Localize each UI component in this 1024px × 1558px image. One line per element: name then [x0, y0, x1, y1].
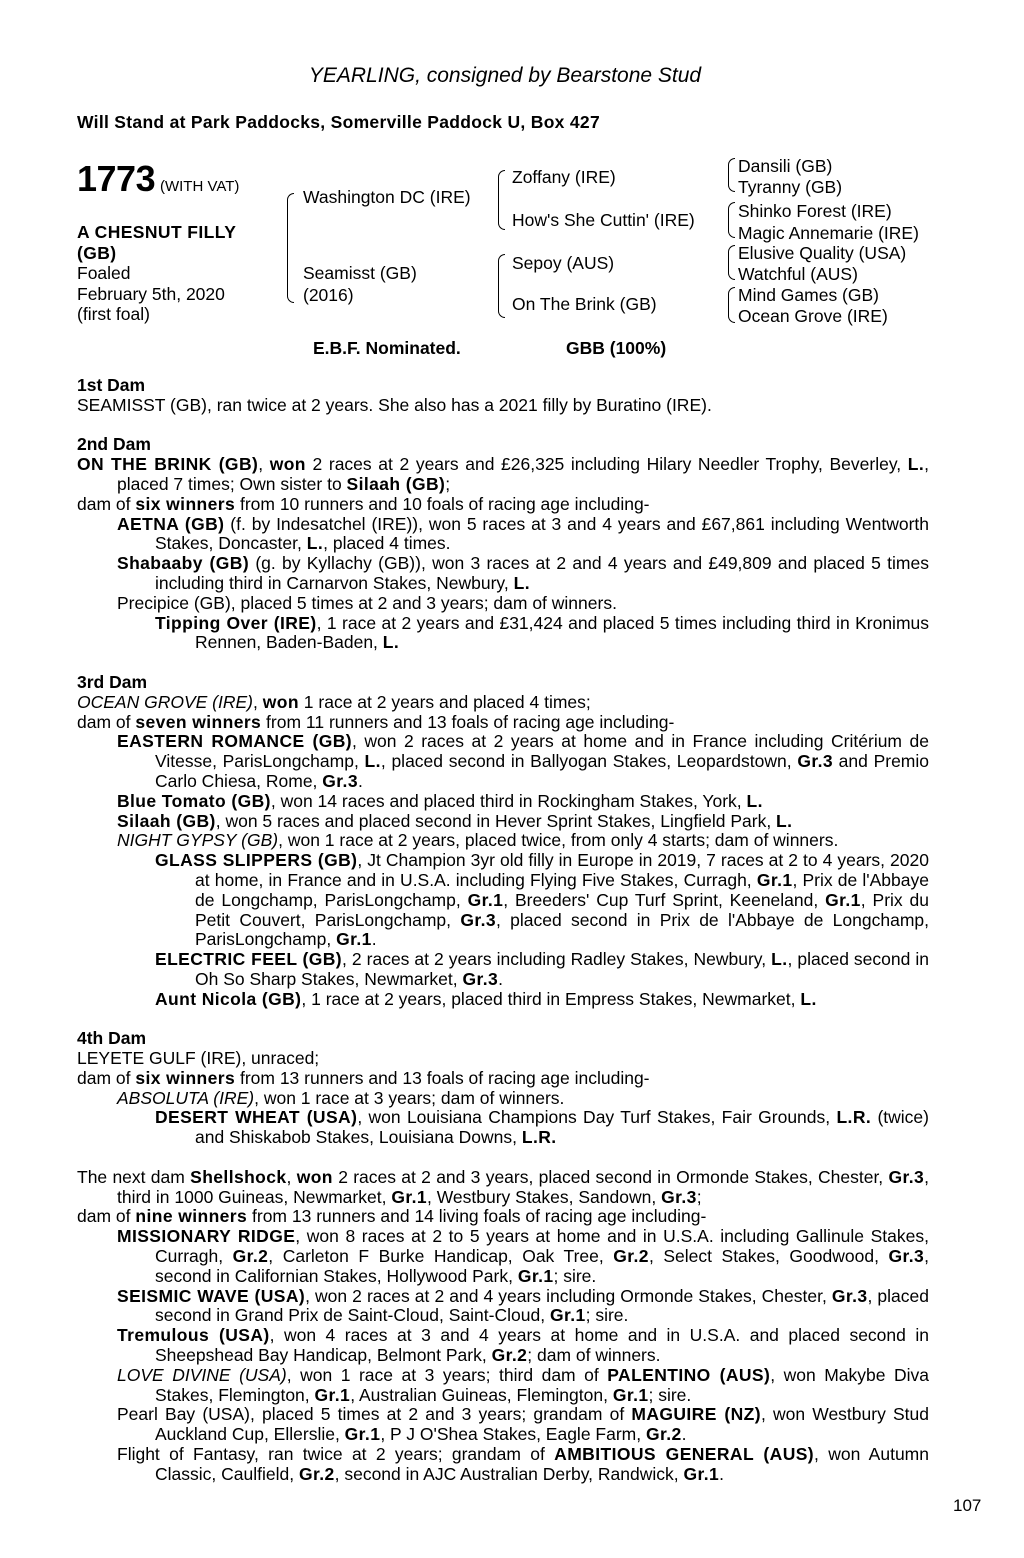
text: SEAMISST (GB), ran twice at 2 years. She also has a 2021 filly by Buratino (IRE). [77, 394, 712, 415]
text: from 11 runners and 13 foals of racing age including- [261, 711, 675, 732]
foaled-date: February 5th, 2020 [77, 283, 225, 304]
text: , won 8 races at 2 to 5 years at home and in U.S.A. including Gallinule Stakes, Curragh, [155, 1226, 929, 1267]
dam-year: (2016) [303, 285, 354, 305]
dam: Seamisst (GB) [303, 263, 417, 283]
lot-origin: (GB) [77, 242, 117, 263]
record-entry [77, 515, 929, 555]
section-heading: 2nd Dam [77, 434, 151, 455]
text: from 13 runners and 13 foals of racing age including- [235, 1067, 650, 1088]
text: Precipice (GB), placed 5 times at 2 and 3 years; dam of winners. [117, 592, 617, 613]
record-entry [77, 1049, 929, 1069]
bold-text: Gr.3 [322, 770, 358, 791]
record-entry [77, 614, 929, 654]
text: (f. by Indesatchel (IRE)), won 5 races at 3 and 4 years and £67,861 including Wentworth Stakes, Doncaster, [155, 513, 929, 554]
record-entry [77, 396, 929, 416]
text: The next dam [77, 1166, 191, 1187]
record-entry [77, 1168, 929, 1208]
bold-text: Gr.1 [336, 929, 372, 950]
text: , 2 races at 2 years including Radley Stakes, Newbury, [342, 949, 772, 970]
foal-note: (first foal) [77, 304, 150, 324]
page-title: YEARLING, consigned by Bearstone Stud [308, 64, 702, 87]
text: , won 14 races and placed third in Rockingham Stakes, York, [270, 790, 747, 811]
sire: Washington DC (IRE) [303, 187, 471, 207]
bold-text: Silaah (GB) [346, 473, 446, 494]
great-grandparent: Magic Annemarie (IRE) [738, 223, 919, 243]
text: from 13 runners and 14 living foals of racing age including- [247, 1206, 707, 1227]
italic-text: NIGHT GYPSY (GB) [117, 830, 279, 851]
text: , placed second in Prix de l'Abbaye de Longchamp, ParisLongchamp, [195, 909, 929, 950]
text: ; sire. [585, 1305, 629, 1326]
section-heading: 1st Dam [77, 375, 146, 395]
bold-text: six winners [135, 1067, 236, 1088]
text: . [719, 1463, 725, 1484]
bold-text: Gr.1 [517, 1265, 554, 1286]
bold-text: Gr.3 [831, 1285, 868, 1306]
granddam: On The Brink (GB) [512, 294, 657, 314]
dam-section [77, 1168, 929, 1485]
record-entry [77, 1069, 929, 1089]
bold-text: GLASS SLIPPERS (GB) [155, 850, 358, 871]
text: , Australian Guineas, Flemington, [350, 1384, 613, 1405]
text: , won 1 race at 3 years; third dam of [286, 1364, 608, 1385]
text: . [371, 929, 377, 950]
bold-text: Gr.1 [756, 869, 793, 890]
text: (g. by Kyllachy (GB)), won 3 races at 2 and 4 years and £49,809 and placed 5 times including third in Carnarvon Stakes, Newbury, [155, 553, 929, 593]
bold-text: ELECTRIC FEEL (GB) [155, 949, 343, 970]
brace [498, 170, 505, 230]
bold-text: Gr.2 [298, 1463, 335, 1484]
record-entry [77, 495, 929, 515]
bold-text: L. [746, 790, 763, 811]
text: , won 1 race at 2 years, placed twice, from only 4 starts; dam of winners. [278, 830, 839, 851]
record-entry [77, 812, 929, 832]
text: , Westbury Stakes, Sandown, [426, 1186, 662, 1207]
text: 2 races at 2 and 3 years, placed second in Ormonde Stakes, Chester, [332, 1166, 889, 1187]
text: . [357, 770, 363, 791]
record-entry [77, 950, 929, 990]
record-entry [77, 732, 929, 791]
text: , 1 race at 2 years and £31,424 and placed 5 times including third in Kronimus Rennen, Baden-Baden, [195, 612, 930, 653]
record-entry [77, 1207, 929, 1227]
brace [287, 193, 294, 303]
text: , won 5 races and placed second in Hever Sprint Stakes, Lingfield Park, [215, 810, 777, 831]
italic-text: OCEAN GROVE (IRE) [77, 691, 253, 712]
text: , second in Californian Stakes, Hollywood Park, [155, 1246, 930, 1286]
text: 1 race at 2 years and placed 4 times; [298, 691, 591, 712]
record-entry [77, 990, 929, 1010]
text: from 10 runners and 10 foals of racing age including- [235, 493, 650, 514]
great-grandparent: Dansili (GB) [738, 156, 833, 176]
bold-text: DESERT WHEAT (USA) [155, 1107, 358, 1128]
lot-desc: A CHESNUT FILLY [77, 222, 237, 242]
record-entry [77, 693, 929, 713]
bold-text: Aunt Nicola (GB) [155, 988, 302, 1009]
grandsire: Zoffany (IRE) [512, 167, 616, 187]
record-entry [77, 594, 929, 614]
text: , Jt Champion 3yr old filly in Europe in 2019, 7 races at 2 to 4 years, 2020 at home, in France and in U.S.A. including Flying Five Stakes, Curragh, [195, 850, 929, 890]
bold-text: six winners [135, 493, 236, 514]
text: , 1 race at 2 years, placed third in Empress Stakes, Newmarket, [301, 988, 801, 1009]
produce-record [77, 376, 929, 1504]
lot-header [77, 158, 239, 200]
brace [498, 254, 505, 318]
record-entry [77, 1089, 929, 1109]
bold-text: PALENTINO (AUS) [607, 1364, 771, 1385]
text: Pearl Bay (USA), placed 5 times at 2 and 3 years; grandam of [117, 1404, 632, 1425]
text: , Prix du Petit Couvert, ParisLongchamp, [195, 889, 929, 930]
text: , won Louisiana Champions Day Turf Stakes, Fair Grounds, [357, 1107, 837, 1128]
record-entry [77, 1287, 929, 1327]
text: , P J O'Shea Stakes, Eagle Farm, [380, 1424, 646, 1445]
text: , placed 7 times; Own sister to [117, 454, 929, 494]
text: 2 races at 2 years and £26,325 including Hilary Needler Trophy, Beverley, [305, 454, 908, 475]
bold-text: L. [382, 632, 400, 653]
bold-text: MISSIONARY RIDGE [117, 1226, 296, 1247]
bold-text: seven winners [135, 711, 262, 732]
text: , [253, 691, 263, 712]
gbb-status: GBB (100%) [566, 338, 667, 358]
text: ; sire. [553, 1265, 597, 1286]
text: , won 4 races at 3 and 4 years at home and in U.S.A. and placed second in Sheepshead Bay Handicap, Belmont Park, [155, 1325, 929, 1366]
bold-text: L. [513, 572, 530, 593]
text: , placed second in Oh So Sharp Stakes, Newmarket, [195, 949, 929, 989]
bold-text: Tipping Over (IRE) [155, 612, 317, 633]
bold-text: L.R. [836, 1107, 872, 1128]
bold-text: Gr.1 [391, 1186, 427, 1207]
text: Flight of Fantasy, ran twice at 2 years; grandam of [117, 1444, 555, 1465]
text: , Prix de l'Abbaye de Longchamp, ParisLongchamp, [195, 869, 929, 910]
bold-text: Gr.1 [314, 1384, 351, 1405]
italic-text: LOVE DIVINE (USA) [117, 1364, 287, 1385]
ebf-nominated: E.B.F. Nominated. [313, 338, 461, 358]
text: , placed second in Grand Prix de Saint-Cloud, Saint-Cloud, [155, 1285, 929, 1326]
text: , third in 1000 Guineas, Newmarket, [117, 1166, 929, 1207]
bold-text: AMBITIOUS GENERAL (AUS) [554, 1444, 815, 1465]
record-entry [77, 1366, 929, 1406]
text: , [286, 1166, 297, 1187]
bold-text: Gr.2 [491, 1345, 528, 1366]
bold-text: EASTERN ROMANCE (GB) [117, 731, 352, 752]
dam-section [77, 1029, 929, 1148]
granddam: How's She Cuttin' (IRE) [512, 210, 695, 230]
bold-text: Gr.3 [661, 1186, 697, 1207]
text: dam of [77, 711, 136, 732]
great-grandparent: Watchful (AUS) [738, 264, 858, 284]
bold-text: Shabaaby (GB) [117, 553, 250, 574]
brace [728, 287, 735, 323]
text: , won 2 races at 2 and 4 years including Ormonde Stakes, Chester, [305, 1285, 832, 1306]
brace [728, 202, 735, 238]
bold-text: AETNA (GB) [117, 513, 225, 534]
text: , Carleton F Burke Handicap, Oak Tree, [268, 1246, 614, 1267]
great-grandparent: Elusive Quality (USA) [738, 243, 907, 263]
bold-text: Gr.2 [232, 1246, 269, 1267]
bold-text: Gr.2 [645, 1424, 682, 1445]
text: , placed 4 times. [323, 533, 451, 554]
bold-text: Tremulous (USA) [117, 1325, 270, 1346]
bold-text: Gr.1 [344, 1424, 381, 1445]
text: . [498, 968, 504, 989]
bold-text: L. [306, 533, 324, 554]
bold-text: L. [800, 988, 817, 1009]
text: ; sire. [648, 1384, 692, 1405]
bold-text: Gr.1 [825, 889, 861, 910]
record-entry [77, 792, 929, 812]
bold-text: Silaah (GB) [117, 810, 216, 831]
dam-section [77, 376, 929, 416]
text: , Breeders' Cup Turf Sprint, Keeneland, [503, 889, 826, 910]
grandsire: Sepoy (AUS) [512, 253, 615, 273]
text: , won Autumn Classic, Caulfield, [155, 1444, 929, 1484]
text: ; [445, 473, 451, 494]
brace [728, 245, 735, 280]
bold-text: won [296, 1166, 333, 1187]
bold-text: SEISMIC WAVE (USA) [117, 1285, 306, 1306]
lot-number: 1773 [77, 158, 156, 199]
bold-text: Gr.3 [888, 1246, 925, 1267]
text: and Premio Carlo Chiesa, Rome, [155, 751, 929, 791]
record-entry [77, 713, 929, 733]
record-entry [77, 1445, 929, 1485]
great-grandparent: Shinko Forest (IRE) [738, 201, 892, 221]
text: , [258, 454, 270, 475]
dam-section [77, 435, 929, 653]
bold-text: won [262, 691, 299, 712]
section-heading: 4th Dam [77, 1028, 147, 1049]
bold-text: Gr.1 [467, 889, 504, 910]
bold-text: won [269, 454, 306, 475]
text: , won Westbury Stud Auckland Cup, Ellerslie, [155, 1404, 930, 1445]
text: ; [696, 1186, 702, 1207]
bold-text: Gr.3 [462, 968, 499, 989]
text: dam of [77, 1206, 136, 1227]
lot-description [77, 222, 236, 325]
record-entry [77, 1227, 929, 1286]
foaled-label: Foaled [77, 263, 131, 283]
record-entry [77, 455, 929, 495]
section-heading: 3rd Dam [77, 671, 148, 692]
text: , placed second in Ballyogan Stakes, Leopardstown, [380, 751, 798, 772]
bold-text: Gr.1 [549, 1305, 586, 1326]
text: LEYETE GULF (IRE), unraced; [77, 1048, 320, 1069]
bold-text: MAGUIRE (NZ) [631, 1404, 761, 1425]
bold-text: Gr.3 [797, 751, 833, 772]
bold-text: L. [364, 751, 381, 772]
brace [728, 158, 735, 192]
text: , won 1 race at 3 years; dam of winners. [254, 1087, 565, 1108]
text: , won Makybe Diva Stakes, Flemington, [155, 1364, 929, 1405]
bold-text: Gr.2 [613, 1246, 649, 1267]
text: , Select Stakes, Goodwood, [648, 1246, 889, 1267]
text: (twice) and Shiskabob Stakes, Louisiana Downs, [195, 1107, 929, 1148]
great-grandparent: Ocean Grove (IRE) [738, 306, 888, 326]
vat-label: (WITH VAT) [159, 178, 240, 195]
text: , won 2 races at 2 years at home and in France including Critérium de Vitesse, ParisLongchamp, [155, 731, 929, 772]
record-entry [77, 1405, 929, 1445]
text: dam of [77, 493, 136, 514]
bold-text: ON THE BRINK (GB) [77, 454, 259, 475]
dam-section [77, 673, 929, 1010]
bold-text: Gr.3 [460, 909, 496, 930]
bold-text: nine winners [135, 1206, 248, 1227]
record-entry [77, 851, 929, 950]
great-grandparent: Mind Games (GB) [738, 285, 879, 305]
bold-text: Blue Tomato (GB) [117, 790, 271, 811]
bold-text: L. [776, 810, 793, 831]
bold-text: Gr.1 [612, 1384, 649, 1405]
great-grandparent: Tyranny (GB) [738, 177, 843, 197]
record-entry [77, 554, 929, 594]
page-number: 107 [953, 1496, 982, 1515]
italic-text: ABSOLUTA (IRE) [117, 1087, 255, 1108]
bold-text: Gr.1 [683, 1463, 720, 1484]
record-entry [77, 1108, 929, 1148]
text: , second in AJC Australian Derby, Randwick, [334, 1463, 684, 1484]
bold-text: L. [771, 949, 788, 970]
record-entry [77, 831, 929, 851]
bold-text: Gr.3 [888, 1166, 925, 1187]
text: . [681, 1424, 687, 1445]
bold-text: L. [907, 454, 925, 475]
bold-text: L.R. [521, 1127, 557, 1148]
record-entry [77, 1326, 929, 1366]
text: dam of [77, 1067, 136, 1088]
stand-location: Will Stand at Park Paddocks, Somerville Paddock U, Box 427 [77, 112, 600, 132]
bold-text: Shellshock [190, 1166, 287, 1187]
text: ; dam of winners. [527, 1345, 661, 1366]
